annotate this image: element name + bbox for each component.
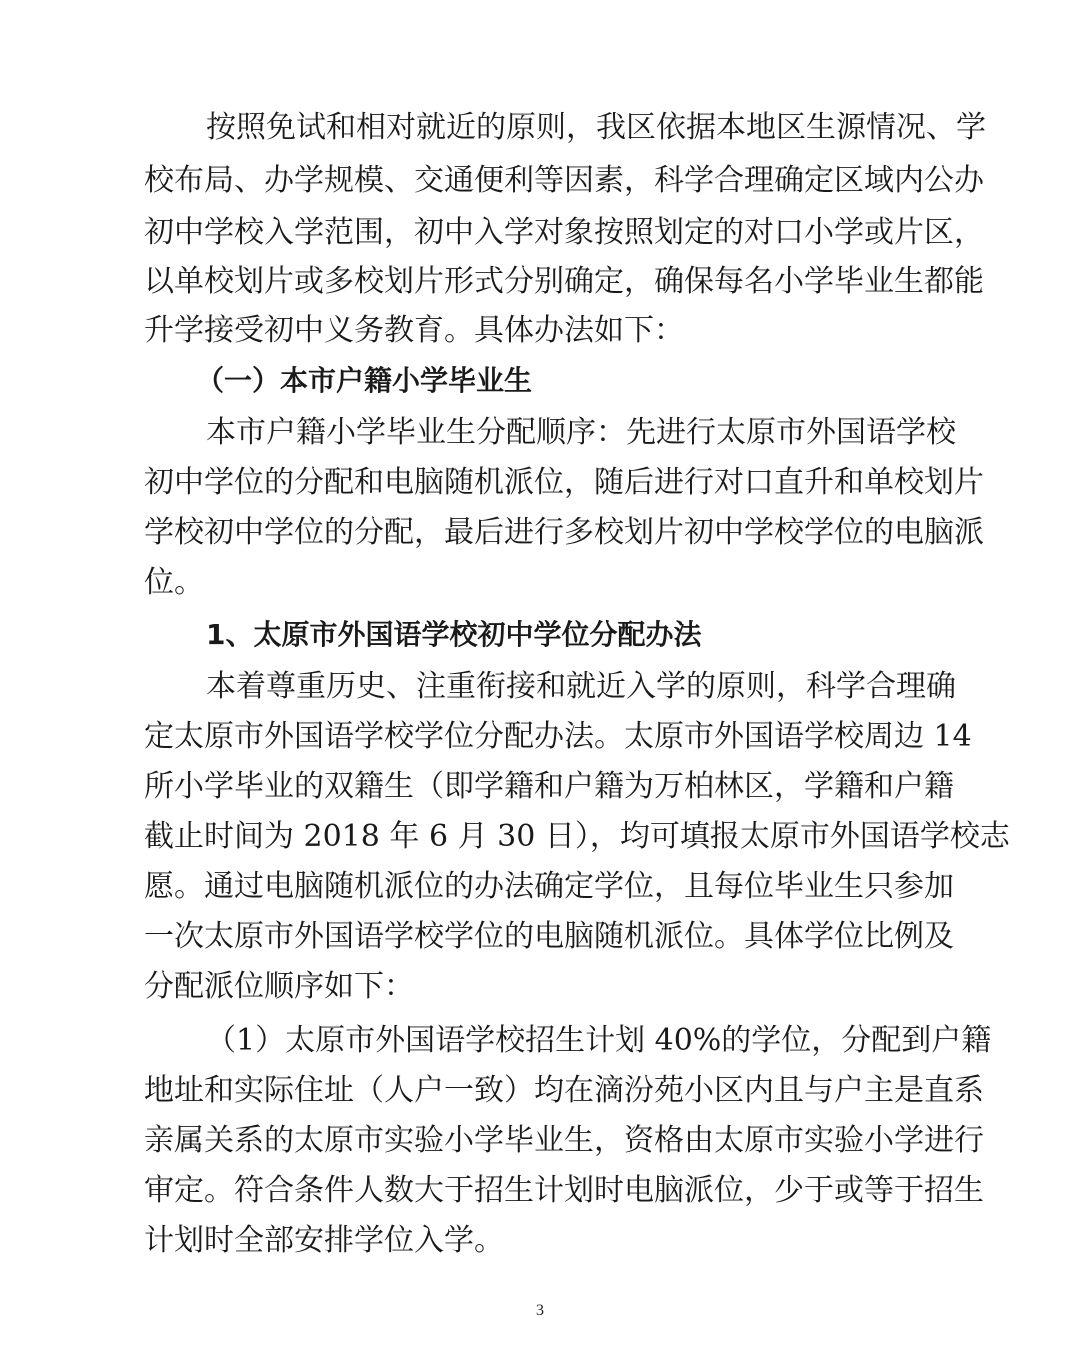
paragraph-4-line-1: （1）太原市外国语学校招生计划 40%的学位，分配到户籍	[206, 1023, 992, 1058]
paragraph-4-line-3: 亲属关系的太原市实验小学毕业生，资格由太原市实验小学进行	[144, 1123, 984, 1158]
paragraph-2-line-1: 本市户籍小学毕业生分配顺序：先进行太原市外国语学校	[206, 415, 956, 450]
paragraph-3-line-7: 分配派位顺序如下：	[144, 969, 414, 1004]
paragraph-3-line-1: 本着尊重历史、注重衔接和就近入学的原则，科学合理确	[206, 669, 956, 704]
paragraph-2-line-3: 学校初中学位的分配，最后进行多校划片初中学校学位的电脑派	[144, 515, 984, 550]
paragraph-2-line-4: 位。	[144, 565, 204, 600]
paragraph-1-line-1: 按照免试和相对就近的原则，我区依据本地区生源情况、学	[206, 110, 986, 145]
paragraph-1-line-2: 校布局、办学规模、交通便利等因素，科学合理确定区域内公办	[144, 163, 984, 198]
paragraph-3-line-3: 所小学毕业的双籍生（即学籍和户籍为万柏林区，学籍和户籍	[144, 769, 954, 804]
section-heading-1: （一）本市户籍小学毕业生	[196, 364, 533, 397]
paragraph-1-line-4: 以单校划片或多校划片形式分别确定，确保每名小学毕业生都能	[144, 264, 984, 299]
paragraph-3-line-6: 一次太原市外国语学校学位的电脑随机派位。具体学位比例及	[144, 919, 954, 954]
paragraph-3-line-4: 截止时间为 2018 年 6 月 30 日），均可填报太原市外国语学校志	[144, 819, 1010, 854]
paragraph-2-line-2: 初中学位的分配和电脑随机派位，随后进行对口直升和单校划片	[144, 465, 984, 500]
page-number: 3	[536, 1302, 544, 1319]
paragraph-1-line-3: 初中学校入学范围，初中入学对象按照划定的对口小学或片区，	[144, 215, 984, 250]
paragraph-3-line-5: 愿。通过电脑随机派位的办法确定学位，且每位毕业生只参加	[144, 869, 954, 904]
paragraph-4-line-4: 审定。符合条件人数大于招生计划时电脑派位，少于或等于招生	[144, 1173, 984, 1208]
paragraph-1-line-5: 升学接受初中义务教育。具体办法如下：	[144, 313, 684, 348]
paragraph-3-line-2: 定太原市外国语学校学位分配办法。太原市外国语学校周边 14	[144, 719, 972, 754]
paragraph-4-line-5: 计划时全部安排学位入学。	[144, 1223, 504, 1258]
section-heading-2: 1、太原市外国语学校初中学位分配办法	[206, 618, 702, 651]
paragraph-4-line-2: 地址和实际住址（人户一致）均在滴汾苑小区内且与户主是直系	[144, 1073, 984, 1108]
